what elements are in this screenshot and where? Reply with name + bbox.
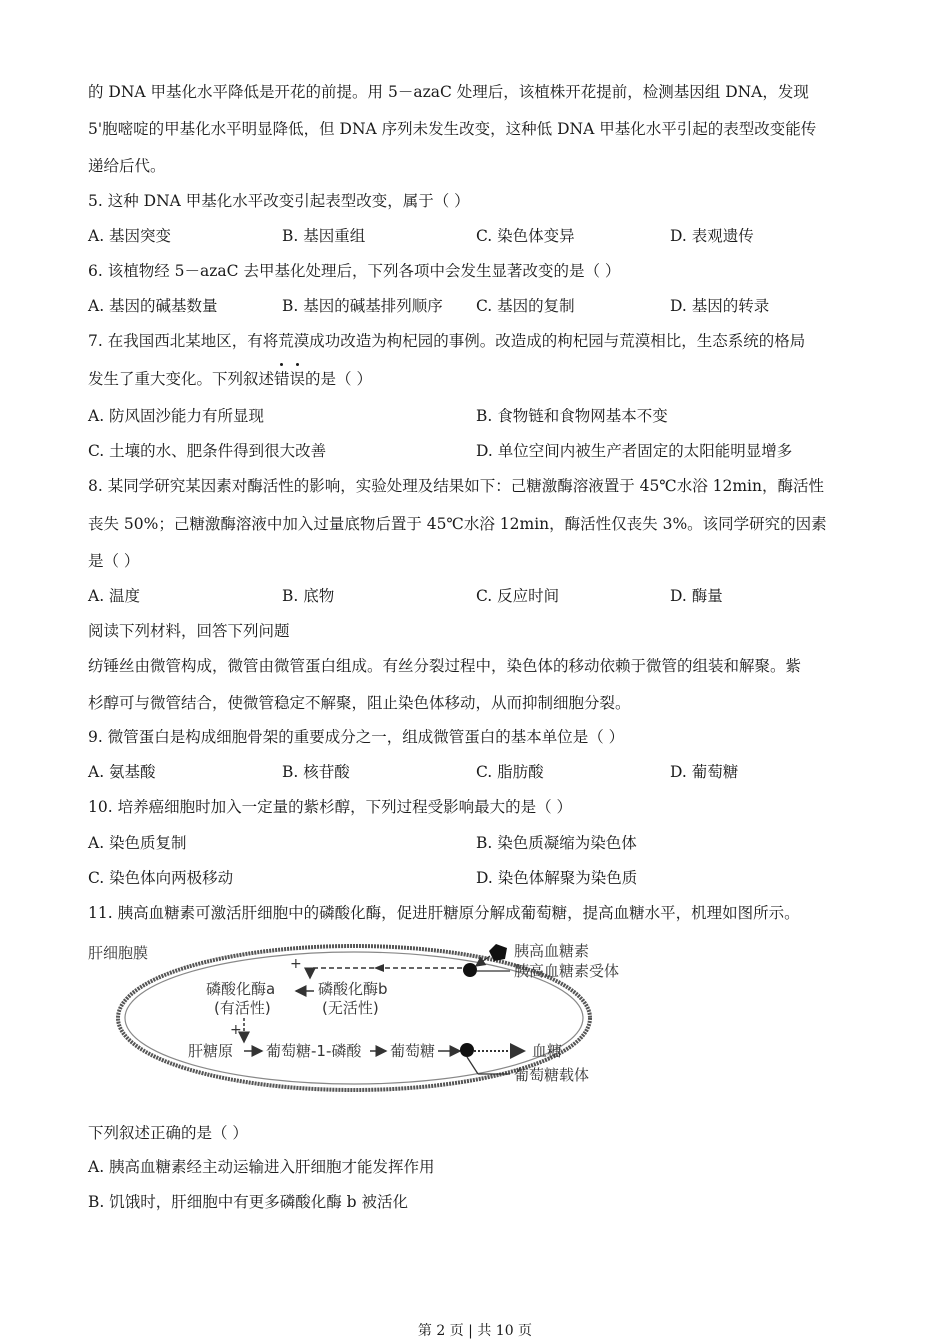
- q11-option-b: B. 饥饿时，肝细胞中有更多磷酸化酶 b 被活化: [88, 1193, 409, 1211]
- glucose-carrier-dot: [460, 1043, 474, 1057]
- g1p-label: 葡萄糖-1-磷酸: [266, 1042, 362, 1060]
- q6-option-b: B. 基因的碱基排列顺序: [282, 297, 443, 315]
- liver-cell-diagram: [84, 934, 644, 1094]
- plus-sign-2: +: [230, 1022, 242, 1038]
- q7-option-d: D. 单位空间内被生产者固定的太阳能明显增多: [476, 442, 793, 460]
- q10-option-c: C. 染色体向两极移动: [88, 869, 234, 887]
- reading-line-2: 杉醇可与微管结合，使微管稳定不解聚，阻止染色体移动，从而抑制细胞分裂。: [88, 694, 631, 712]
- q7-option-b: B. 食物链和食物网基本不变: [476, 407, 668, 425]
- q8-option-d: D. 酶量: [670, 587, 723, 605]
- q5-option-b: B. 基因重组: [282, 227, 366, 245]
- intro-line-1: 的 DNA 甲基化水平降低是开花的前提。用 5－azaC 处理后，该植株开花提前，检测基因组 DNA，发现: [88, 83, 809, 101]
- glycogen-label: 肝糖原: [188, 1042, 234, 1060]
- q8-stem-line-2: 丧失 50%；己糖激酶溶液中加入过量底物后置于 45℃水浴 12min，酶活性仅丧失 3%。该同学研究的因素: [88, 515, 827, 533]
- q11-question: 下列叙述正确的是（ ）: [88, 1124, 248, 1142]
- enzyme-b-note: (无活性): [322, 999, 379, 1017]
- q9-option-c: C. 脂肪酸: [476, 763, 544, 781]
- q7-stem-pre: 发生了重大变化。下列叙述: [88, 370, 275, 388]
- q7-emphasis-word: 错误: [274, 369, 305, 389]
- enzyme-b-label: 磷酸化酶b: [318, 980, 388, 998]
- plus-sign-1: +: [290, 956, 302, 972]
- q10-stem: 10. 培养癌细胞时加入一定量的紫杉醇，下列过程受影响最大的是（ ）: [88, 798, 573, 816]
- q10-option-a: A. 染色质复制: [88, 834, 187, 852]
- q11-option-a: A. 胰高血糖素经主动运输进入肝细胞才能发挥作用: [88, 1158, 435, 1176]
- glucose-label: 葡萄糖: [390, 1042, 436, 1060]
- q7-stem-post: 的是（ ）: [305, 370, 372, 388]
- enzyme-a-note: (有活性): [214, 999, 271, 1017]
- q9-stem: 9. 微管蛋白是构成细胞骨架的重要成分之一，组成微管蛋白的基本单位是（ ）: [88, 728, 625, 746]
- intro-line-2: 5'胞嘧啶的甲基化水平明显降低，但 DNA 序列未发生改变，这种低 DNA 甲基化水平引起的表型改变能传: [88, 120, 817, 138]
- q5-option-d: D. 表观遗传: [670, 227, 754, 245]
- receptor-dot: [463, 963, 477, 977]
- q8-stem-line-3: 是（ ）: [88, 552, 140, 570]
- q7-option-a: A. 防风固沙能力有所显现: [88, 407, 265, 425]
- q10-option-d: D. 染色体解聚为染色质: [476, 869, 638, 887]
- q8-stem-line-1: 8. 某同学研究某因素对酶活性的影响，实验处理及结果如下：己糖激酶溶液置于 45℃水浴 12min，酶活性: [88, 477, 824, 495]
- q5-stem: 5. 这种 DNA 甲基化水平改变引起表型改变，属于（ ）: [88, 192, 470, 210]
- q11-stem: 11. 胰高血糖素可激活肝细胞中的磷酸化酶，促进肝糖原分解成葡萄糖，提高血糖水平，机理如图所示。: [88, 904, 800, 922]
- page-footer: 第 2 页 | 共 10 页: [417, 1323, 533, 1339]
- q10-option-b: B. 染色质凝缩为染色体: [476, 834, 637, 852]
- q6-stem: 6. 该植物经 5－azaC 去甲基化处理后，下列各项中会发生显著改变的是（ ）: [88, 262, 621, 280]
- q7-stem-line-1: 7. 在我国西北某地区，有将荒漠成功改造为枸杞园的事例。改造成的枸杞园与荒漠相比，生态系统的格局: [88, 332, 806, 350]
- q6-option-a: A. 基因的碱基数量: [88, 297, 218, 315]
- q9-option-d: D. 葡萄糖: [670, 763, 739, 781]
- q5-option-a: A. 基因突变: [88, 227, 172, 245]
- carrier-label: 葡萄糖载体: [514, 1066, 590, 1084]
- q8-option-a: A. 温度: [88, 587, 141, 605]
- intro-line-3: 递给后代。: [88, 157, 166, 175]
- q9-option-b: B. 核苷酸: [282, 763, 350, 781]
- q7-option-c: C. 土壤的水、肥条件得到很大改善: [88, 442, 327, 460]
- receptor-label: 胰高血糖素受体: [514, 962, 620, 980]
- q9-option-a: A. 氨基酸: [88, 763, 156, 781]
- q6-option-c: C. 基因的复制: [476, 297, 575, 315]
- q8-option-b: B. 底物: [282, 587, 335, 605]
- reading-line-1: 纺锤丝由微管构成，微管由微管蛋白组成。有丝分裂过程中，染色体的移动依赖于微管的组装和解聚。紫: [88, 657, 802, 675]
- enzyme-a-label: 磷酸化酶a: [206, 980, 276, 998]
- reading-prompt: 阅读下列材料，回答下列问题: [88, 622, 290, 640]
- q7-stem-line-2: [88, 369, 372, 389]
- blood-sugar-label: 血糖: [532, 1042, 563, 1060]
- q5-option-c: C. 染色体变异: [476, 227, 575, 245]
- membrane-label: 肝细胞膜: [88, 944, 149, 962]
- q8-option-c: C. 反应时间: [476, 587, 560, 605]
- glucagon-label: 胰高血糖素: [514, 942, 590, 960]
- q6-option-d: D. 基因的转录: [670, 297, 770, 315]
